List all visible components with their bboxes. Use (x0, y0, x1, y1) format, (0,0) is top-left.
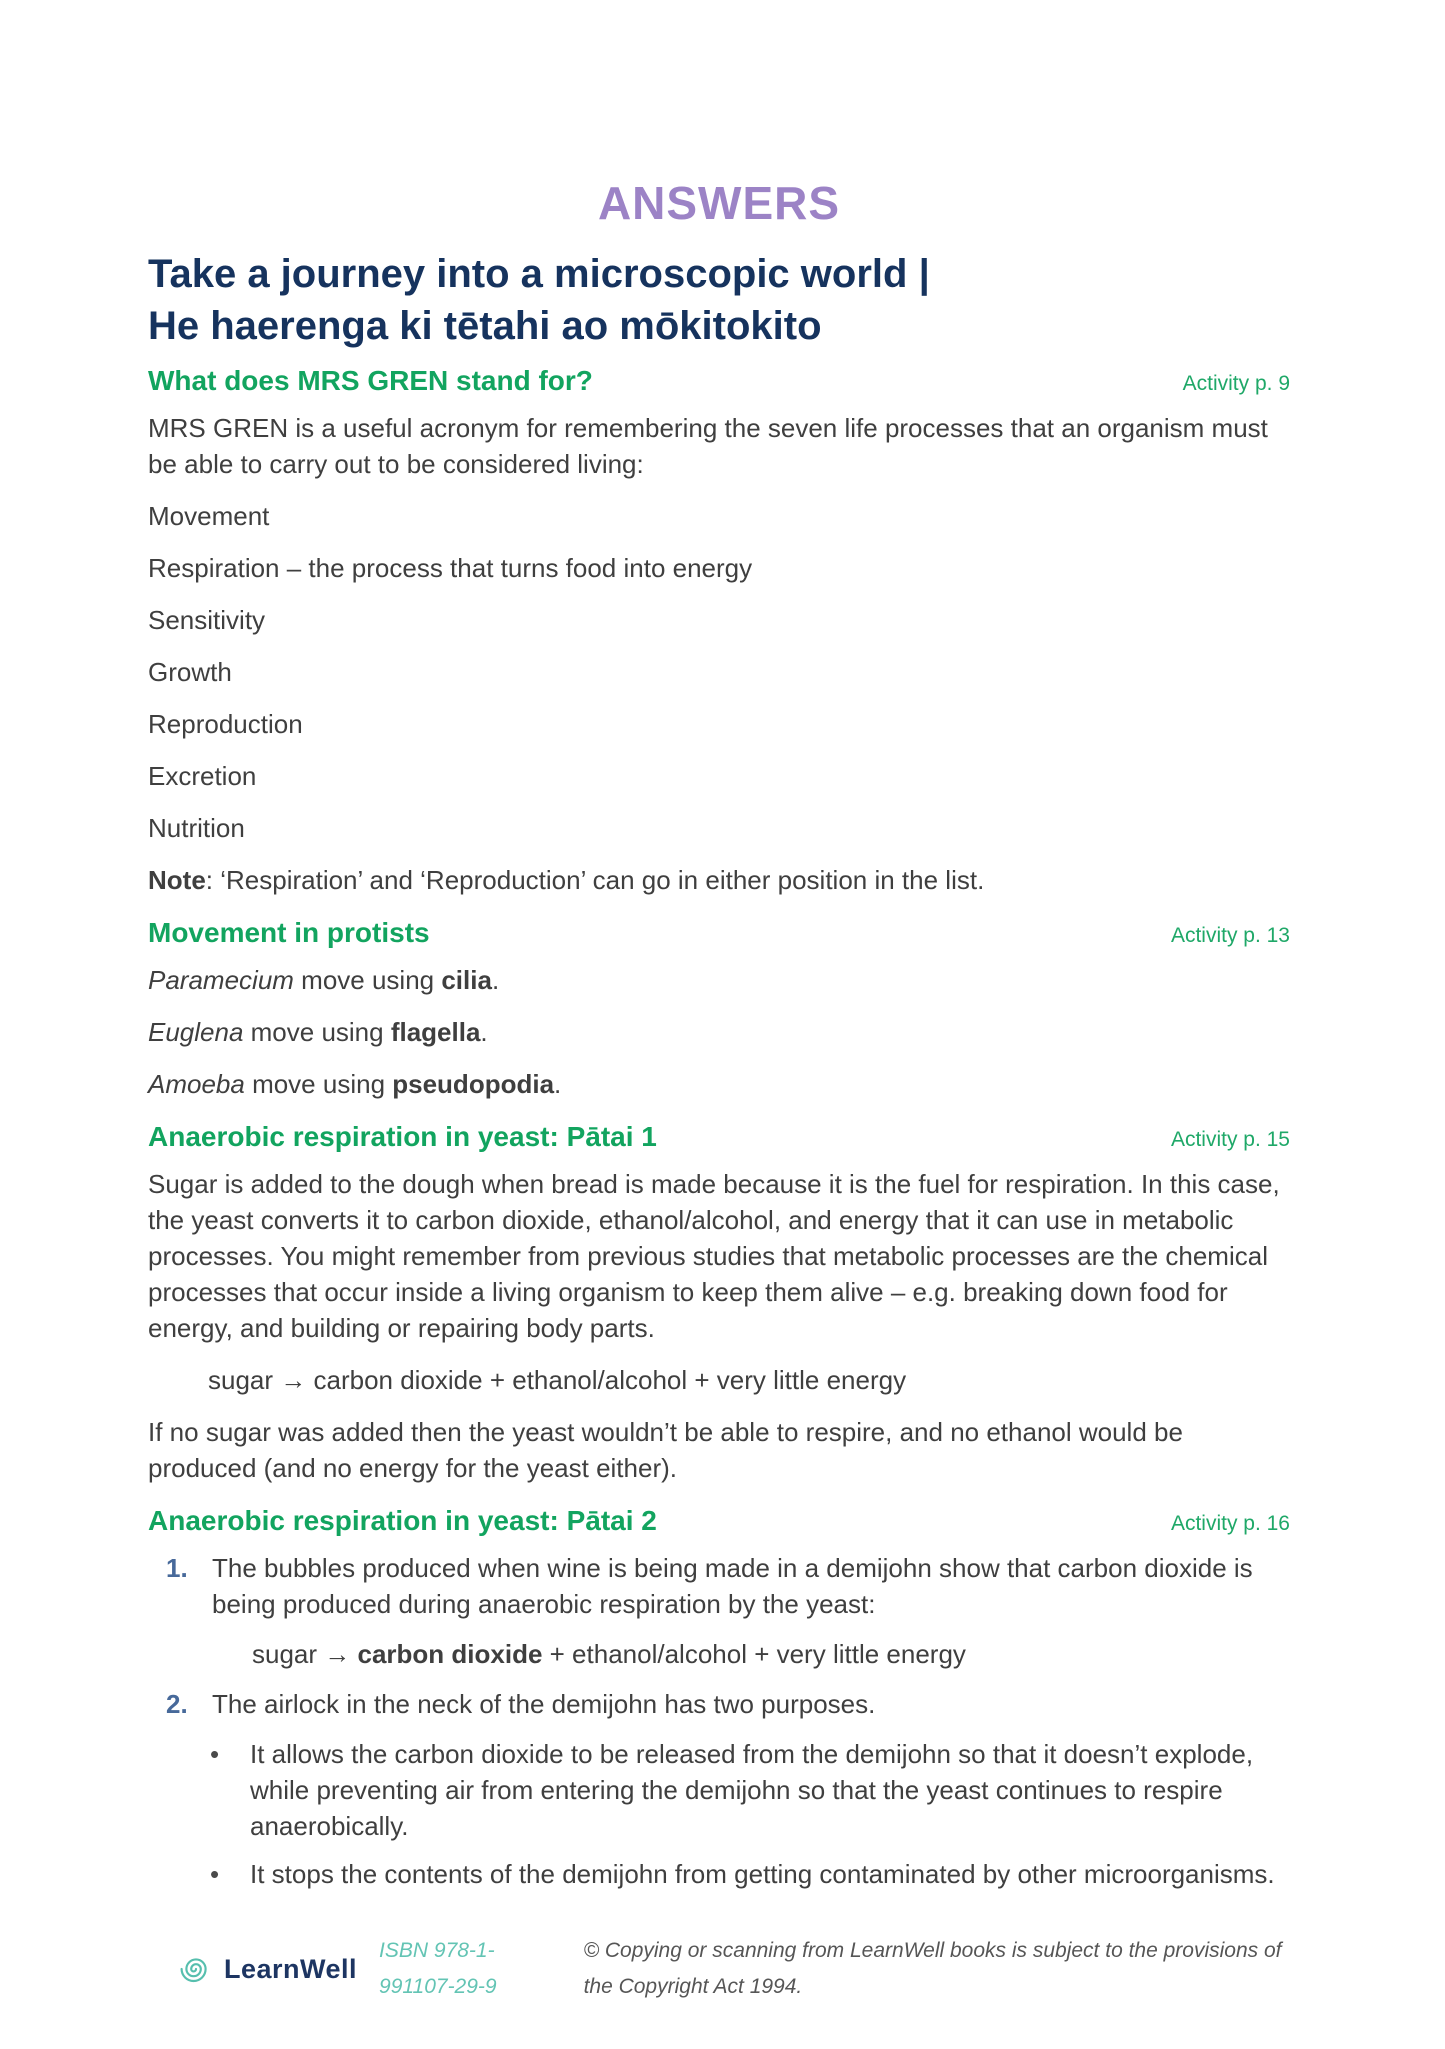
paragraph: If no sugar was added then the yeast wouldn’t be able to respire, and no ethanol would be produced (and no energy for the yeast either). (148, 1417, 1183, 1483)
note (148, 862, 1290, 898)
activity-page-ref: Activity p. 15 (1170, 1128, 1290, 1151)
list-item: Growth (148, 657, 232, 687)
bullet-icon: • (210, 1859, 220, 1889)
section-header (148, 1118, 1290, 1158)
section-mrs-gren (148, 362, 1290, 898)
chapter-title-line2: He haerenga ki tētahi ao mōkitokito (148, 304, 822, 348)
chapter-title (148, 248, 1290, 352)
organism-name: Euglena (148, 1017, 244, 1047)
activity-page-ref: Activity p. 16 (1170, 1512, 1290, 1535)
paragraph: Sugar is added to the dough when bread is made because it is the fuel for respiration. In this case, the yeast converts it to carbon dioxide, ethanol/alcohol, and energy that it can use in metabolic processes. You might remember from previous studies that metabolic processes are the chemical processes that occur inside a living organism to keep them alive – e.g. breaking down food for energy, and building or repairing body parts. (148, 1169, 1280, 1343)
brand-name: LearnWell (224, 1954, 358, 1984)
list-item: Movement (148, 501, 270, 531)
protist-line: Paramecium move using cilia. (148, 965, 500, 995)
bullet-item (148, 1856, 1290, 1892)
page-title: ANSWERS (597, 177, 841, 229)
list-item: Nutrition (148, 813, 245, 843)
activity-page-ref: Activity p. 13 (1170, 924, 1290, 947)
organism-name: Amoeba (148, 1069, 245, 1099)
bullet-text: It allows the carbon dioxide to be released from the demijohn so that it doesn’t explode, while preventing air from entering the demijohn so that the yeast continues to respire anaerobically. (250, 1739, 1254, 1841)
protist-line: Euglena move using flagella. (148, 1017, 488, 1047)
section-header (148, 914, 1290, 954)
bullet-text: It stops the contents of the demijohn from getting contaminated by other microorganisms. (250, 1859, 1275, 1889)
numbered-item (148, 1550, 1290, 1622)
bullet-item (148, 1736, 1290, 1844)
movement-structure: pseudopodia (392, 1069, 555, 1099)
activity-page-ref: Activity p. 9 (1182, 372, 1290, 395)
movement-structure: cilia (441, 965, 492, 995)
chapter-title-line1: Take a journey into a microscopic world | (148, 252, 930, 296)
section-heading: Anaerobic respiration in yeast: Pātai 2 (148, 1505, 657, 1536)
section-heading: Anaerobic respiration in yeast: Pātai 1 (148, 1121, 657, 1152)
equation-bold-term: carbon dioxide (357, 1639, 543, 1669)
page-footer (178, 1933, 1290, 2005)
copyright-notice: © Copying or scanning from LearnWell books is subject to the provisions of the Copyright Act 1994. (583, 1939, 1282, 1998)
protist-line: Amoeba move using pseudopodia. (148, 1069, 562, 1099)
learnwell-spiral-logo-icon (178, 1951, 214, 1987)
movement-structure: flagella (390, 1017, 481, 1047)
list-item: Respiration – the process that turns food into energy (148, 553, 753, 583)
list-item: Reproduction (148, 709, 303, 739)
item-number: 1. (166, 1553, 188, 1583)
numbered-item (148, 1686, 1290, 1722)
section-yeast-patai-2 (148, 1502, 1290, 1892)
note-text: : ‘Respiration’ and ‘Reproduction’ can go in either position in the list. (205, 865, 985, 895)
section-yeast-patai-1 (148, 1118, 1290, 1486)
list-item: Excretion (148, 761, 257, 791)
isbn-text: ISBN 978-1-991107-29-9 (379, 1939, 497, 1998)
item-text: The bubbles produced when wine is being made in a demijohn show that carbon dioxide is being produced during anaerobic respiration by the yeast: (212, 1553, 1253, 1619)
note-label: Note (148, 865, 206, 895)
bullet-icon: • (210, 1739, 220, 1769)
list-item: Sensitivity (148, 605, 266, 635)
section-header (148, 1502, 1290, 1542)
section-header (148, 362, 1290, 402)
organism-name: Paramecium (148, 965, 294, 995)
item-number: 2. (166, 1689, 188, 1719)
word-equation: sugar → carbon dioxide + ethanol/alcohol + very little energy (252, 1639, 966, 1669)
paragraph: MRS GREN is a useful acronym for remembering the seven life processes that an organism must be able to carry out to be considered living: (148, 413, 1268, 479)
word-equation: sugar → carbon dioxide + ethanol/alcohol + very little energy (208, 1365, 907, 1395)
item-text: The airlock in the neck of the demijohn has two purposes. (212, 1689, 876, 1719)
section-heading: Movement in protists (148, 917, 430, 948)
section-movement-protists (148, 914, 1290, 1102)
section-heading: What does MRS GREN stand for? (148, 365, 593, 396)
